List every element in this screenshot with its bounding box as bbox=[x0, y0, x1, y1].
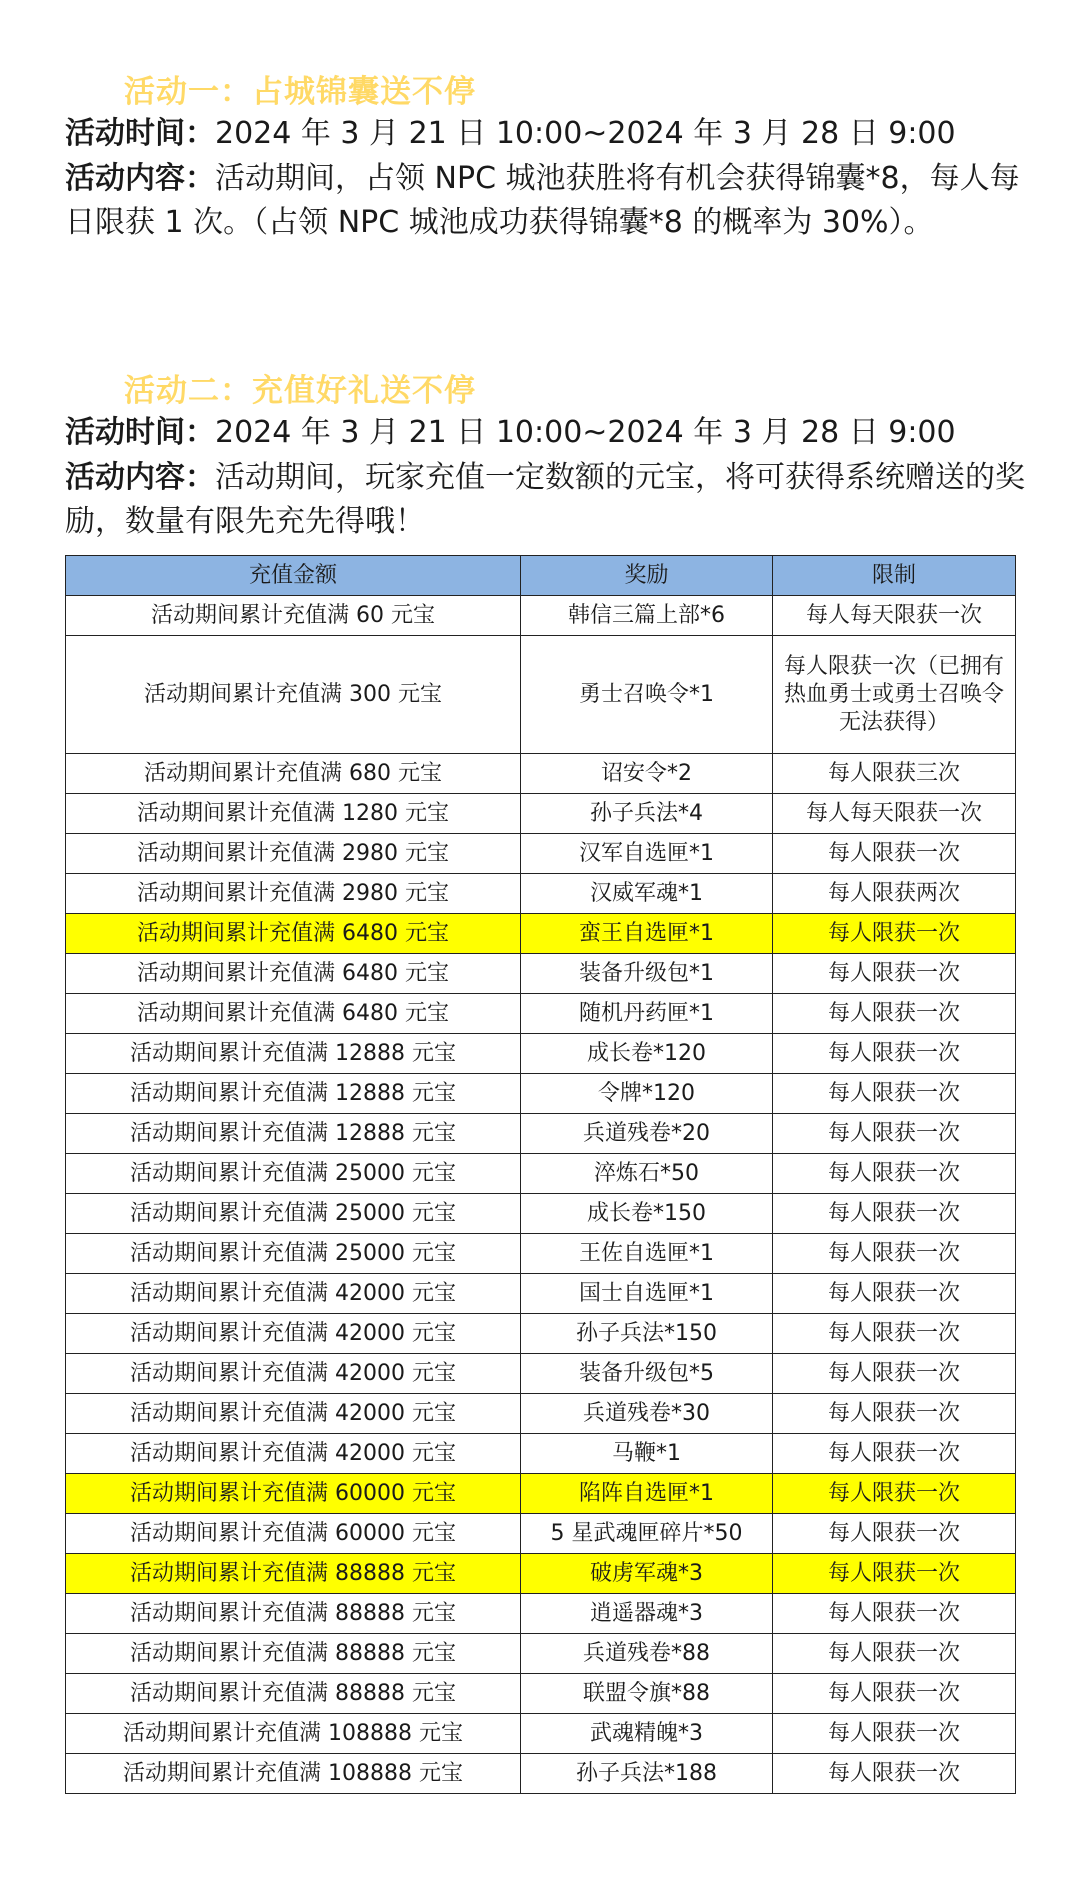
cell-limit: 每人限获一次 bbox=[773, 1394, 1016, 1434]
activity1-content-value: 活动期间，占领 NPC 城池获胜将有机会获得锦囊*8，每人每日限获 1 次。（占领 NPC 城池成功获得锦囊*8 的概率为 30%）。 bbox=[65, 161, 1020, 240]
activity2-content-value: 活动期间，玩家充值一定数额的元宝，将可获得系统赠送的奖励，数量有限先充先得哦！ bbox=[65, 460, 1025, 539]
cell-limit: 每人限获一次 bbox=[773, 1114, 1016, 1154]
table-row bbox=[66, 754, 1016, 794]
table-row bbox=[66, 1114, 1016, 1154]
cell-amount: 活动期间累计充值满 42000 元宝 bbox=[66, 1434, 521, 1474]
activity2-time-label: 活动时间： bbox=[65, 415, 215, 450]
table-header-row bbox=[66, 556, 1016, 596]
cell-limit: 每人限获三次 bbox=[773, 754, 1016, 794]
table-row bbox=[66, 834, 1016, 874]
cell-amount: 活动期间累计充值满 2980 元宝 bbox=[66, 874, 521, 914]
table-row bbox=[66, 1754, 1016, 1794]
cell-reward: 勇士召唤令*1 bbox=[521, 636, 773, 754]
cell-reward: 武魂精魄*3 bbox=[521, 1714, 773, 1754]
table-row bbox=[66, 1474, 1016, 1514]
cell-amount: 活动期间累计充值满 108888 元宝 bbox=[66, 1714, 521, 1754]
table-row bbox=[66, 1154, 1016, 1194]
cell-limit: 每人限获一次 bbox=[773, 1194, 1016, 1234]
cell-reward: 孙子兵法*150 bbox=[521, 1314, 773, 1354]
table-row bbox=[66, 1674, 1016, 1714]
cell-amount: 活动期间累计充值满 88888 元宝 bbox=[66, 1634, 521, 1674]
cell-limit: 每人限获一次 bbox=[773, 1354, 1016, 1394]
cell-amount: 活动期间累计充值满 108888 元宝 bbox=[66, 1754, 521, 1794]
table-row bbox=[66, 1594, 1016, 1634]
cell-reward: 兵道残卷*20 bbox=[521, 1114, 773, 1154]
table-row bbox=[66, 994, 1016, 1034]
cell-reward: 5 星武魂匣碎片*50 bbox=[521, 1514, 773, 1554]
cell-amount: 活动期间累计充值满 12888 元宝 bbox=[66, 1114, 521, 1154]
table-row bbox=[66, 1034, 1016, 1074]
cell-amount: 活动期间累计充值满 88888 元宝 bbox=[66, 1594, 521, 1634]
cell-limit: 每人限获一次 bbox=[773, 1714, 1016, 1754]
cell-limit: 每人限获一次 bbox=[773, 914, 1016, 954]
activity1-time bbox=[65, 112, 1025, 156]
cell-reward: 成长卷*150 bbox=[521, 1194, 773, 1234]
cell-limit: 每人限获一次 bbox=[773, 834, 1016, 874]
cell-reward: 装备升级包*1 bbox=[521, 954, 773, 994]
cell-reward: 孙子兵法*188 bbox=[521, 1754, 773, 1794]
cell-reward: 逍遥器魂*3 bbox=[521, 1594, 773, 1634]
table-row bbox=[66, 1234, 1016, 1274]
table-row bbox=[66, 874, 1016, 914]
table-row bbox=[66, 1354, 1016, 1394]
header-reward: 奖励 bbox=[521, 556, 773, 596]
cell-amount: 活动期间累计充值满 60000 元宝 bbox=[66, 1514, 521, 1554]
cell-limit: 每人限获一次 bbox=[773, 954, 1016, 994]
activity1-content bbox=[65, 157, 1025, 245]
cell-reward: 令牌*120 bbox=[521, 1074, 773, 1114]
cell-limit: 每人限获一次 bbox=[773, 1594, 1016, 1634]
cell-reward: 蛮王自选匣*1 bbox=[521, 914, 773, 954]
cell-amount: 活动期间累计充值满 88888 元宝 bbox=[66, 1554, 521, 1594]
cell-reward: 马鞭*1 bbox=[521, 1434, 773, 1474]
cell-limit: 每人限获一次 bbox=[773, 994, 1016, 1034]
table-row bbox=[66, 1634, 1016, 1674]
cell-limit: 每人每天限获一次 bbox=[773, 596, 1016, 636]
table-row bbox=[66, 1194, 1016, 1234]
activity2-time-value: 2024 年 3 月 21 日 10:00~2024 年 3 月 28 日 9:00 bbox=[215, 415, 956, 450]
cell-limit: 每人限获一次 bbox=[773, 1674, 1016, 1714]
cell-reward: 韩信三篇上部*6 bbox=[521, 596, 773, 636]
cell-amount: 活动期间累计充值满 25000 元宝 bbox=[66, 1194, 521, 1234]
table-row bbox=[66, 1394, 1016, 1434]
table-row bbox=[66, 794, 1016, 834]
table-row bbox=[66, 596, 1016, 636]
table-row bbox=[66, 914, 1016, 954]
cell-reward: 联盟令旗*88 bbox=[521, 1674, 773, 1714]
cell-amount: 活动期间累计充值满 680 元宝 bbox=[66, 754, 521, 794]
cell-reward: 破虏军魂*3 bbox=[521, 1554, 773, 1594]
cell-reward: 成长卷*120 bbox=[521, 1034, 773, 1074]
cell-limit: 每人限获一次 bbox=[773, 1554, 1016, 1594]
cell-limit: 每人限获两次 bbox=[773, 874, 1016, 914]
cell-reward: 诏安令*2 bbox=[521, 754, 773, 794]
cell-reward: 兵道残卷*88 bbox=[521, 1634, 773, 1674]
cell-amount: 活动期间累计充值满 6480 元宝 bbox=[66, 954, 521, 994]
header-limit: 限制 bbox=[773, 556, 1016, 596]
cell-amount: 活动期间累计充值满 300 元宝 bbox=[66, 636, 521, 754]
activity2-time bbox=[65, 411, 1025, 455]
cell-reward: 孙子兵法*4 bbox=[521, 794, 773, 834]
rewards-table bbox=[65, 555, 1016, 1794]
table-row bbox=[66, 1434, 1016, 1474]
table-row bbox=[66, 1714, 1016, 1754]
cell-amount: 活动期间累计充值满 12888 元宝 bbox=[66, 1034, 521, 1074]
cell-reward: 淬炼石*50 bbox=[521, 1154, 773, 1194]
cell-limit: 每人限获一次 bbox=[773, 1314, 1016, 1354]
activity1-title: 活动一：占城锦囊送不停 bbox=[124, 74, 476, 110]
cell-amount: 活动期间累计充值满 6480 元宝 bbox=[66, 914, 521, 954]
activity1-time-label: 活动时间： bbox=[65, 116, 215, 151]
activity1-time-value: 2024 年 3 月 21 日 10:00~2024 年 3 月 28 日 9:00 bbox=[215, 116, 956, 151]
cell-amount: 活动期间累计充值满 42000 元宝 bbox=[66, 1354, 521, 1394]
cell-limit: 每人限获一次 bbox=[773, 1274, 1016, 1314]
activity2-title: 活动二：充值好礼送不停 bbox=[124, 373, 476, 409]
activity2-content bbox=[65, 456, 1025, 544]
cell-reward: 国士自选匣*1 bbox=[521, 1274, 773, 1314]
cell-limit: 每人每天限获一次 bbox=[773, 794, 1016, 834]
table-body bbox=[66, 596, 1016, 1794]
header-amount: 充值金额 bbox=[66, 556, 521, 596]
cell-amount: 活动期间累计充值满 60000 元宝 bbox=[66, 1474, 521, 1514]
cell-amount: 活动期间累计充值满 25000 元宝 bbox=[66, 1234, 521, 1274]
cell-reward: 随机丹药匣*1 bbox=[521, 994, 773, 1034]
table-row bbox=[66, 1514, 1016, 1554]
cell-amount: 活动期间累计充值满 42000 元宝 bbox=[66, 1314, 521, 1354]
cell-limit: 每人限获一次 bbox=[773, 1154, 1016, 1194]
cell-amount: 活动期间累计充值满 12888 元宝 bbox=[66, 1074, 521, 1114]
cell-limit: 每人限获一次 bbox=[773, 1474, 1016, 1514]
cell-limit: 每人限获一次 bbox=[773, 1234, 1016, 1274]
cell-amount: 活动期间累计充值满 6480 元宝 bbox=[66, 994, 521, 1034]
cell-limit: 每人限获一次 bbox=[773, 1074, 1016, 1114]
cell-limit: 每人限获一次 bbox=[773, 1634, 1016, 1674]
cell-amount: 活动期间累计充值满 60 元宝 bbox=[66, 596, 521, 636]
cell-limit: 每人限获一次 bbox=[773, 1754, 1016, 1794]
cell-reward: 汉军自选匣*1 bbox=[521, 834, 773, 874]
table-row bbox=[66, 1314, 1016, 1354]
cell-amount: 活动期间累计充值满 88888 元宝 bbox=[66, 1674, 521, 1714]
cell-reward: 陷阵自选匣*1 bbox=[521, 1474, 773, 1514]
table-row bbox=[66, 1554, 1016, 1594]
cell-amount: 活动期间累计充值满 1280 元宝 bbox=[66, 794, 521, 834]
cell-limit: 每人限获一次 bbox=[773, 1514, 1016, 1554]
cell-amount: 活动期间累计充值满 25000 元宝 bbox=[66, 1154, 521, 1194]
activity2-content-label: 活动内容： bbox=[65, 460, 215, 495]
activity1-content-label: 活动内容： bbox=[65, 161, 215, 196]
cell-limit: 每人限获一次（已拥有热血勇士或勇士召唤令无法获得） bbox=[773, 636, 1016, 754]
cell-reward: 兵道残卷*30 bbox=[521, 1394, 773, 1434]
table-row bbox=[66, 636, 1016, 754]
cell-reward: 汉威军魂*1 bbox=[521, 874, 773, 914]
cell-limit: 每人限获一次 bbox=[773, 1034, 1016, 1074]
table-row bbox=[66, 1274, 1016, 1314]
cell-limit: 每人限获一次 bbox=[773, 1434, 1016, 1474]
cell-amount: 活动期间累计充值满 42000 元宝 bbox=[66, 1274, 521, 1314]
table-row bbox=[66, 954, 1016, 994]
cell-amount: 活动期间累计充值满 42000 元宝 bbox=[66, 1394, 521, 1434]
table-row bbox=[66, 1074, 1016, 1114]
cell-reward: 装备升级包*5 bbox=[521, 1354, 773, 1394]
cell-amount: 活动期间累计充值满 2980 元宝 bbox=[66, 834, 521, 874]
cell-reward: 王佐自选匣*1 bbox=[521, 1234, 773, 1274]
